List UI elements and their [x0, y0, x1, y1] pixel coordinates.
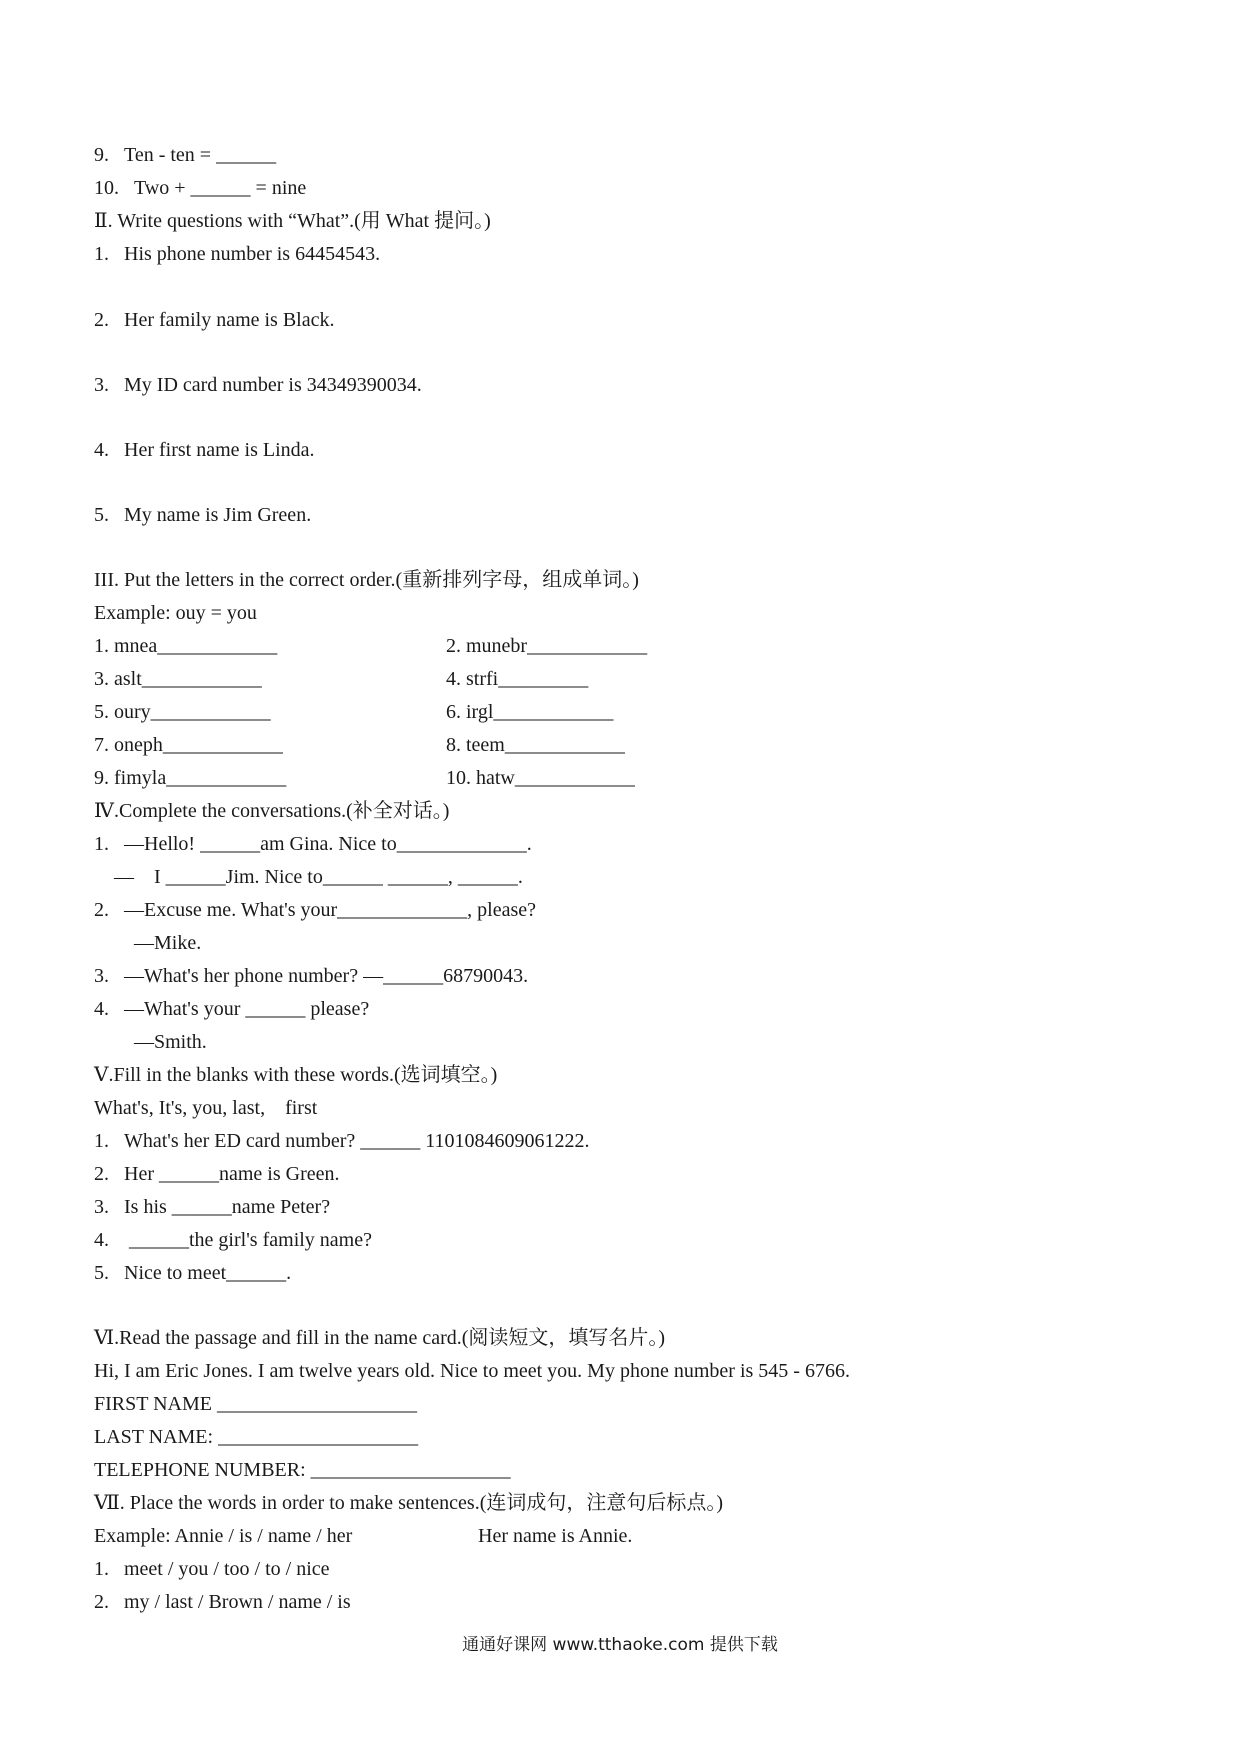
text-line: 10. Two + ______ = nine — [94, 177, 307, 199]
text-line: Example: Annie / is / name / her — [94, 1525, 353, 1547]
text-line-right: 10. hatw____________ — [446, 767, 635, 789]
page-footer: 通通好课网 www.tthaoke.com 提供下载 — [462, 1635, 778, 1655]
text-line: FIRST NAME ____________________ — [94, 1393, 417, 1415]
text-line: 5. Nice to meet______. — [94, 1262, 292, 1284]
text-line: 7. oneph____________ — [94, 734, 283, 756]
text-line-right: 2. munebr____________ — [446, 635, 648, 657]
text-line: 1. meet / you / too / to / nice — [94, 1558, 330, 1580]
text-line: III. Put the letters in the correct order.(重新排列字母，组成单词。) — [94, 569, 639, 591]
text-line: 1. What's her ED card number? ______ 1101084609061222. — [94, 1130, 590, 1152]
text-line: —Mike. — [94, 932, 202, 954]
text-line: 2. Her ______name is Green. — [94, 1163, 340, 1185]
text-line-right: 8. teem____________ — [446, 734, 625, 756]
text-line: 5. oury____________ — [94, 701, 271, 723]
text-line: Ⅱ. Write questions with “What”.(用 What 提问。) — [94, 210, 491, 232]
text-line: —Smith. — [94, 1031, 207, 1053]
text-line: 9. fimyla____________ — [94, 767, 287, 789]
text-line: — I ______Jim. Nice to______ ______, ______. — [94, 866, 523, 888]
text-line: 4. —What's your ______ please? — [94, 998, 370, 1020]
text-line: Ⅳ.Complete the conversations.(补全对话。) — [94, 800, 450, 822]
text-line: 3. aslt____________ — [94, 668, 262, 690]
text-line: 1. —Hello! ______am Gina. Nice to_____________. — [94, 833, 532, 855]
text-line-right: 6. irgl____________ — [446, 701, 614, 723]
text-line: 2. Her family name is Black. — [94, 309, 335, 331]
text-line: LAST NAME: ____________________ — [94, 1426, 419, 1448]
text-line: 3. My ID card number is 34349390034. — [94, 374, 422, 396]
text-line: 1. His phone number is 64454543. — [94, 243, 381, 265]
text-line: What's, It's, you, last, first — [94, 1097, 318, 1119]
text-line: Ⅴ.Fill in the blanks with these words.(选词填空。) — [94, 1064, 498, 1086]
text-line: TELEPHONE NUMBER: ____________________ — [94, 1459, 511, 1481]
text-line: Hi, I am Eric Jones. I am twelve years old. Nice to meet you. My phone number is 545 - 6766. — [94, 1360, 850, 1382]
text-line: 4. Her first name is Linda. — [94, 439, 315, 461]
text-line: 4. ______the girl's family name? — [94, 1229, 372, 1251]
text-line-right: Her name is Annie. — [478, 1525, 633, 1547]
text-line: Ⅶ. Place the words in order to make sentences.(连词成句，注意句后标点。) — [94, 1492, 724, 1514]
text-line: 3. —What's her phone number? —______68790043. — [94, 965, 529, 987]
text-line: 9. Ten - ten = ______ — [94, 144, 277, 166]
text-line: 1. mnea____________ — [94, 635, 278, 657]
text-line: Ⅵ.Read the passage and fill in the name card.(阅读短文，填写名片。) — [94, 1327, 666, 1349]
text-line-right: 4. strfi_________ — [446, 668, 589, 690]
text-line: Example: ouy = you — [94, 602, 257, 624]
text-line: 3. Is his ______name Peter? — [94, 1196, 331, 1218]
text-line: 2. my / last / Brown / name / is — [94, 1591, 351, 1613]
text-line: 5. My name is Jim Green. — [94, 504, 312, 526]
text-line: 2. —Excuse me. What's your_____________, please? — [94, 899, 537, 921]
